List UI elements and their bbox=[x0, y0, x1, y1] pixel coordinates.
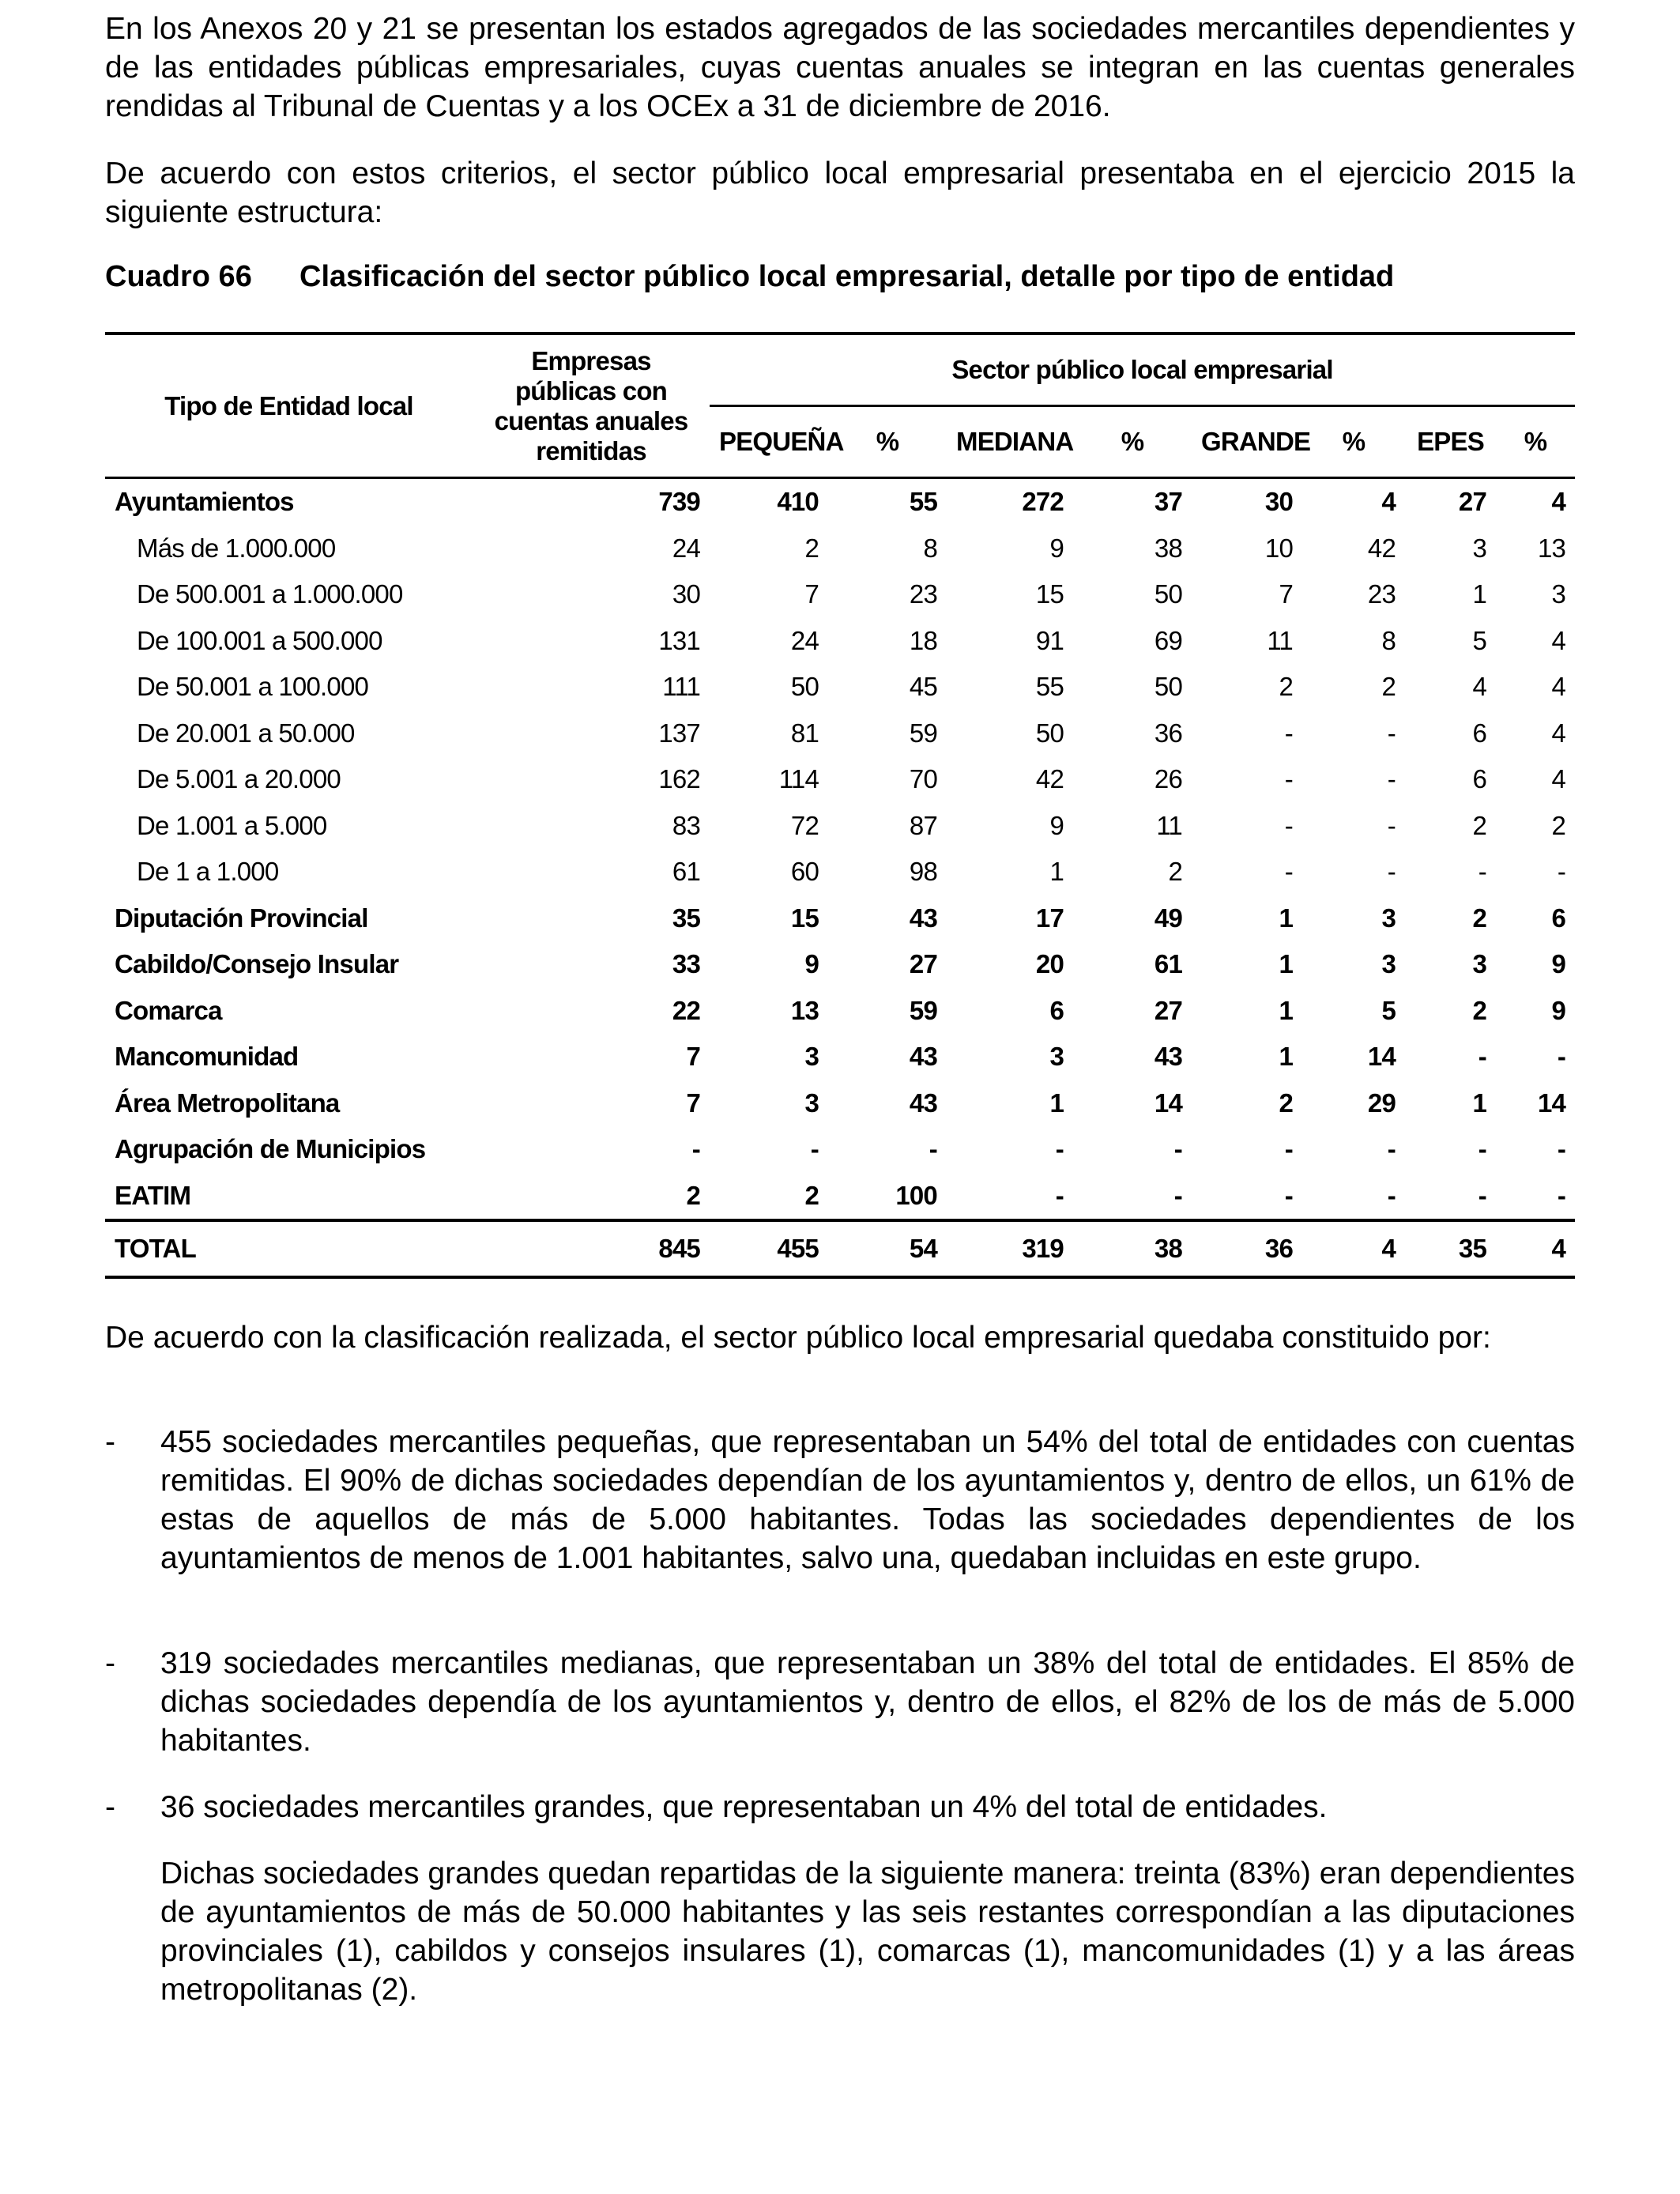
table-cell: 7 bbox=[686, 1042, 700, 1072]
table-cell: 7 bbox=[686, 1088, 700, 1118]
bullet-text: 455 sociedades mercantiles pequeñas, que representaban un 54% del total de entidades con cuentas remitidas. El 90% de dichas sociedades dependían de los ayuntamientos y, dentro de ellos, un 61% de estas de aquellos de más de 5.000 habitantes. Todas las sociedades dependientes de los ayuntamientos de menos de 1.001 habitantes, salvo una, quedaban incluidas en este grupo. bbox=[160, 1425, 1575, 1575]
table-cell: 70 bbox=[909, 764, 937, 794]
table-row bbox=[105, 941, 1575, 988]
header-col-0: PEQUEÑA bbox=[719, 427, 844, 456]
table-cell: 15 bbox=[790, 903, 819, 933]
table-cell: - bbox=[1478, 1042, 1486, 1072]
table-cell: 55 bbox=[828, 478, 947, 526]
table-row bbox=[105, 895, 1575, 942]
table-cell: 2 bbox=[686, 1180, 700, 1210]
table-cell: 739 bbox=[473, 478, 710, 526]
bullet-dash: - bbox=[105, 1425, 115, 1459]
table-cell: 4 bbox=[1551, 718, 1566, 748]
table-cell: 1 bbox=[1049, 1088, 1064, 1118]
table-cell: 23 bbox=[1367, 579, 1396, 609]
intro-paragraph-1: En los Anexos 20 y 21 se presentan los estados agregados de las sociedades mercantiles dependientes y de las entidades públicas empresariales, cuyas cuentas anuales se integran en las cuentas generales rendidas al Tribunal de Cuentas y a los OCEx a 31 de diciembre de 2016. bbox=[105, 12, 1575, 123]
body-paragraph-grandes-detail: Dichas sociedades grandes quedan repartidas de la siguiente manera: treinta (83%) eran dependientes de ayuntamientos de más de 50.000 habitantes y las seis restantes correspondían a las diputaciones provinciales (1), cabildos y consejos insulares (1), comarcas (1), mancomunidades (1) y a las áreas metropolitanas (2). bbox=[160, 1857, 1575, 2007]
table-cell: 61 bbox=[672, 857, 700, 887]
table-cell: - bbox=[1478, 857, 1486, 887]
table-cell: 11 bbox=[1267, 625, 1293, 655]
table-cell: 6 bbox=[1551, 903, 1566, 933]
table-cell: 13 bbox=[1537, 533, 1566, 563]
row-label: De 500.001 a 1.000.000 bbox=[137, 579, 403, 609]
table-cell: 4 bbox=[1496, 478, 1575, 526]
table-cell: 2 bbox=[1279, 672, 1293, 702]
table-cell: 410 bbox=[710, 478, 828, 526]
table-cell: 59 bbox=[909, 995, 937, 1025]
table-cell: 5 bbox=[1381, 995, 1396, 1025]
bullet-dash: - bbox=[105, 1790, 115, 1824]
row-label: EATIM bbox=[115, 1180, 191, 1210]
table-cell: 24 bbox=[672, 533, 700, 563]
table-cell: 4 bbox=[1472, 672, 1486, 702]
table-cell: 3 bbox=[1551, 579, 1566, 609]
table-cell: 43 bbox=[909, 1088, 937, 1118]
table-cell: 27 bbox=[1154, 995, 1182, 1025]
table-cell: 29 bbox=[1367, 1088, 1396, 1118]
table-cell: 26 bbox=[1154, 764, 1182, 794]
header-col-1: % bbox=[876, 427, 899, 456]
table-cell: 15 bbox=[1035, 579, 1064, 609]
table-cell: 61 bbox=[1154, 949, 1182, 979]
total-row bbox=[105, 1220, 1575, 1277]
table-cell: - bbox=[1478, 1180, 1486, 1210]
table-caption-number: Cuadro 66 bbox=[105, 260, 252, 293]
total-label: TOTAL bbox=[105, 1220, 473, 1277]
table-cell: - bbox=[1284, 764, 1293, 794]
total-cell: 845 bbox=[473, 1220, 710, 1277]
table-cell: - bbox=[1284, 1134, 1293, 1164]
table-cell: 33 bbox=[672, 949, 700, 979]
table-cell: 23 bbox=[909, 579, 937, 609]
row-label: Mancomunidad bbox=[115, 1042, 299, 1072]
table-cell: - bbox=[929, 1134, 937, 1164]
table-cell: 4 bbox=[1551, 625, 1566, 655]
table-row bbox=[105, 803, 1575, 850]
table-cell: 17 bbox=[1035, 903, 1064, 933]
row-label: Comarca bbox=[115, 995, 222, 1025]
total-cell: 36 bbox=[1192, 1220, 1302, 1277]
table-cell: 38 bbox=[1154, 533, 1182, 563]
table-cell: 162 bbox=[658, 764, 700, 794]
table-cell: 69 bbox=[1154, 625, 1182, 655]
table-cell: 55 bbox=[1035, 672, 1064, 702]
row-label: Cabildo/Consejo Insular bbox=[115, 949, 399, 979]
table-cell: 4 bbox=[1551, 764, 1566, 794]
table-cell: 9 bbox=[1551, 949, 1566, 979]
table-cell: 9 bbox=[1551, 995, 1566, 1025]
table-cell: 7 bbox=[804, 579, 819, 609]
table-cell: - bbox=[1284, 857, 1293, 887]
table-row bbox=[105, 711, 1575, 757]
header-col-3: % bbox=[1121, 427, 1144, 456]
header-col-6: EPES bbox=[1417, 427, 1484, 456]
table-cell: 24 bbox=[790, 625, 819, 655]
table-cell: 91 bbox=[1035, 625, 1064, 655]
header-empresas: Empresas públicas con cuentas anuales remitidas bbox=[473, 334, 710, 478]
table-cell: 2 bbox=[1279, 1088, 1293, 1118]
table-cell: 2 bbox=[804, 533, 819, 563]
classification-table-wrapper bbox=[105, 332, 1575, 1280]
table-cell: 42 bbox=[1035, 764, 1064, 794]
row-label: De 50.001 a 100.000 bbox=[137, 672, 369, 702]
table-row bbox=[105, 618, 1575, 665]
table-cell: 6 bbox=[1049, 995, 1064, 1025]
table-cell: 2 bbox=[804, 1180, 819, 1210]
header-sector: Sector público local empresarial bbox=[710, 334, 1575, 406]
table-cell: 2 bbox=[1472, 903, 1486, 933]
table-cell: 2 bbox=[1551, 810, 1566, 840]
table-row bbox=[105, 1034, 1575, 1080]
table-cell: 72 bbox=[790, 810, 819, 840]
table-row bbox=[105, 756, 1575, 803]
table-cell: 6 bbox=[1472, 764, 1486, 794]
row-label: Más de 1.000.000 bbox=[137, 533, 336, 563]
table-cell: - bbox=[1055, 1180, 1064, 1210]
table-cell: 3 bbox=[1472, 533, 1486, 563]
table-cell: - bbox=[1284, 1180, 1293, 1210]
table-cell: - bbox=[1557, 1134, 1566, 1164]
table-cell: 14 bbox=[1154, 1088, 1182, 1118]
table-cell: 131 bbox=[658, 625, 700, 655]
table-cell: 50 bbox=[1154, 672, 1182, 702]
table-row bbox=[105, 1173, 1575, 1221]
table-row bbox=[105, 478, 1575, 526]
table-cell: 1 bbox=[1472, 579, 1486, 609]
row-label: Área Metropolitana bbox=[115, 1088, 340, 1118]
header-col-5: % bbox=[1342, 427, 1365, 456]
table-cell: 4 bbox=[1302, 478, 1405, 526]
table-caption-title: Clasificación del sector público local empresarial, detalle por tipo de entidad bbox=[299, 260, 1395, 293]
table-cell: 1 bbox=[1279, 903, 1293, 933]
table-cell: 2 bbox=[1472, 810, 1486, 840]
table-cell: - bbox=[691, 1134, 700, 1164]
table-cell: 43 bbox=[909, 903, 937, 933]
row-label: De 5.001 a 20.000 bbox=[137, 764, 341, 794]
table-cell: 1 bbox=[1472, 1088, 1486, 1118]
table-cell: 59 bbox=[909, 718, 937, 748]
table-cell: 9 bbox=[1049, 533, 1064, 563]
table-cell: 81 bbox=[790, 718, 819, 748]
table-row bbox=[105, 526, 1575, 572]
table-cell: 22 bbox=[672, 995, 700, 1025]
table-cell: 1 bbox=[1279, 1042, 1293, 1072]
table-cell: 2 bbox=[1168, 857, 1182, 887]
table-cell: 8 bbox=[923, 533, 937, 563]
table-cell: 2 bbox=[1381, 672, 1396, 702]
total-cell: 319 bbox=[947, 1220, 1073, 1277]
table-cell: 11 bbox=[1156, 810, 1182, 840]
table-cell: 14 bbox=[1367, 1042, 1396, 1072]
table-cell: 3 bbox=[1049, 1042, 1064, 1072]
table-cell: - bbox=[1387, 764, 1396, 794]
table-cell: - bbox=[1055, 1134, 1064, 1164]
table-cell: - bbox=[1387, 1134, 1396, 1164]
table-cell: - bbox=[1284, 718, 1293, 748]
table-cell: 4 bbox=[1551, 672, 1566, 702]
table-cell: 3 bbox=[804, 1088, 819, 1118]
table-cell: 3 bbox=[1381, 903, 1396, 933]
table-cell: 18 bbox=[909, 625, 937, 655]
table-cell: - bbox=[810, 1134, 819, 1164]
table-cell: 111 bbox=[662, 672, 700, 702]
row-label: De 20.001 a 50.000 bbox=[137, 718, 355, 748]
row-label: Ayuntamientos bbox=[105, 478, 473, 526]
table-cell: 83 bbox=[672, 810, 700, 840]
table-cell: 13 bbox=[790, 995, 819, 1025]
table-cell: - bbox=[1387, 718, 1396, 748]
table-cell: 8 bbox=[1381, 625, 1396, 655]
total-cell: 4 bbox=[1302, 1220, 1405, 1277]
table-row bbox=[105, 664, 1575, 711]
table-cell: 272 bbox=[947, 478, 1073, 526]
table-cell: - bbox=[1284, 810, 1293, 840]
table-cell: 10 bbox=[1264, 533, 1293, 563]
table-cell: 37 bbox=[1073, 478, 1192, 526]
table-cell: - bbox=[1173, 1134, 1182, 1164]
header-tipo: Tipo de Entidad local bbox=[105, 334, 473, 478]
header-col-4: GRANDE bbox=[1201, 427, 1311, 456]
table-cell: 3 bbox=[804, 1042, 819, 1072]
table-cell: - bbox=[1387, 857, 1396, 887]
total-cell: 54 bbox=[828, 1220, 947, 1277]
table-row bbox=[105, 849, 1575, 895]
table-cell: 60 bbox=[790, 857, 819, 887]
table-cell: 50 bbox=[1154, 579, 1182, 609]
total-cell: 35 bbox=[1405, 1220, 1496, 1277]
total-cell: 4 bbox=[1496, 1220, 1575, 1277]
table-cell: 30 bbox=[1192, 478, 1302, 526]
intro-paragraph-2: De acuerdo con estos criterios, el sector público local empresarial presentaba en el ejercicio 2015 la siguiente estructura: bbox=[105, 156, 1575, 229]
table-cell: - bbox=[1557, 1042, 1566, 1072]
total-cell: 38 bbox=[1073, 1220, 1192, 1277]
table-cell: 5 bbox=[1472, 625, 1486, 655]
table-cell: 42 bbox=[1367, 533, 1396, 563]
table-cell: 50 bbox=[790, 672, 819, 702]
row-label: Agrupación de Municipios bbox=[115, 1134, 426, 1164]
table-cell: 30 bbox=[672, 579, 700, 609]
table-cell: 2 bbox=[1472, 995, 1486, 1025]
table-cell: 9 bbox=[1049, 810, 1064, 840]
table-cell: 45 bbox=[909, 672, 937, 702]
table-cell: 43 bbox=[909, 1042, 937, 1072]
table-row bbox=[105, 988, 1575, 1035]
row-label: De 100.001 a 500.000 bbox=[137, 625, 382, 655]
header-col-7: % bbox=[1524, 427, 1547, 456]
table-cell: 9 bbox=[804, 949, 819, 979]
table-cell: 20 bbox=[1035, 949, 1064, 979]
table-caption bbox=[105, 258, 1575, 296]
table-cell: 6 bbox=[1472, 718, 1486, 748]
table-row bbox=[105, 571, 1575, 618]
bullet-dash: - bbox=[105, 1646, 115, 1680]
table-cell: 14 bbox=[1537, 1088, 1566, 1118]
row-label: De 1.001 a 5.000 bbox=[137, 810, 327, 840]
table-cell: 100 bbox=[895, 1180, 937, 1210]
table-row bbox=[105, 1080, 1575, 1127]
table-cell: - bbox=[1387, 1180, 1396, 1210]
row-label: De 1 a 1.000 bbox=[137, 857, 279, 887]
table-cell: - bbox=[1173, 1180, 1182, 1210]
table-cell: - bbox=[1557, 1180, 1566, 1210]
table-cell: 27 bbox=[1405, 478, 1496, 526]
table-cell: 3 bbox=[1381, 949, 1396, 979]
table-cell: 27 bbox=[909, 949, 937, 979]
body-paragraph-1: De acuerdo con la clasificación realizada, el sector público local empresarial quedaba constituido por: bbox=[105, 1321, 1491, 1355]
table-cell: - bbox=[1557, 857, 1566, 887]
table-cell: 114 bbox=[778, 764, 819, 794]
row-label: Diputación Provincial bbox=[115, 903, 368, 933]
table-cell: 87 bbox=[909, 810, 937, 840]
bullet-text: 36 sociedades mercantiles grandes, que representaban un 4% del total de entidades. bbox=[160, 1790, 1328, 1824]
table-cell: 3 bbox=[1472, 949, 1486, 979]
table-cell: 49 bbox=[1154, 903, 1182, 933]
table-row bbox=[105, 1126, 1575, 1173]
table-cell: 50 bbox=[1035, 718, 1064, 748]
table-cell: 98 bbox=[909, 857, 937, 887]
table-cell: - bbox=[1387, 810, 1396, 840]
table-cell: 43 bbox=[1154, 1042, 1182, 1072]
table-cell: 137 bbox=[658, 718, 700, 748]
table-cell: - bbox=[1478, 1134, 1486, 1164]
table-cell: 1 bbox=[1279, 949, 1293, 979]
total-cell: 455 bbox=[710, 1220, 828, 1277]
table-cell: 35 bbox=[672, 903, 700, 933]
table-cell: 7 bbox=[1279, 579, 1293, 609]
bullet-text: 319 sociedades mercantiles medianas, que representaban un 38% del total de entidades. El 85% de dichas sociedades dependía de los ayuntamientos y, dentro de ellos, el 82% de los de más de 5.000 habitantes. bbox=[160, 1646, 1575, 1758]
table-cell: 1 bbox=[1049, 857, 1064, 887]
classification-table bbox=[105, 332, 1575, 1279]
table-cell: 36 bbox=[1154, 718, 1182, 748]
header-col-2: MEDIANA bbox=[956, 427, 1074, 456]
table-cell: 1 bbox=[1279, 995, 1293, 1025]
